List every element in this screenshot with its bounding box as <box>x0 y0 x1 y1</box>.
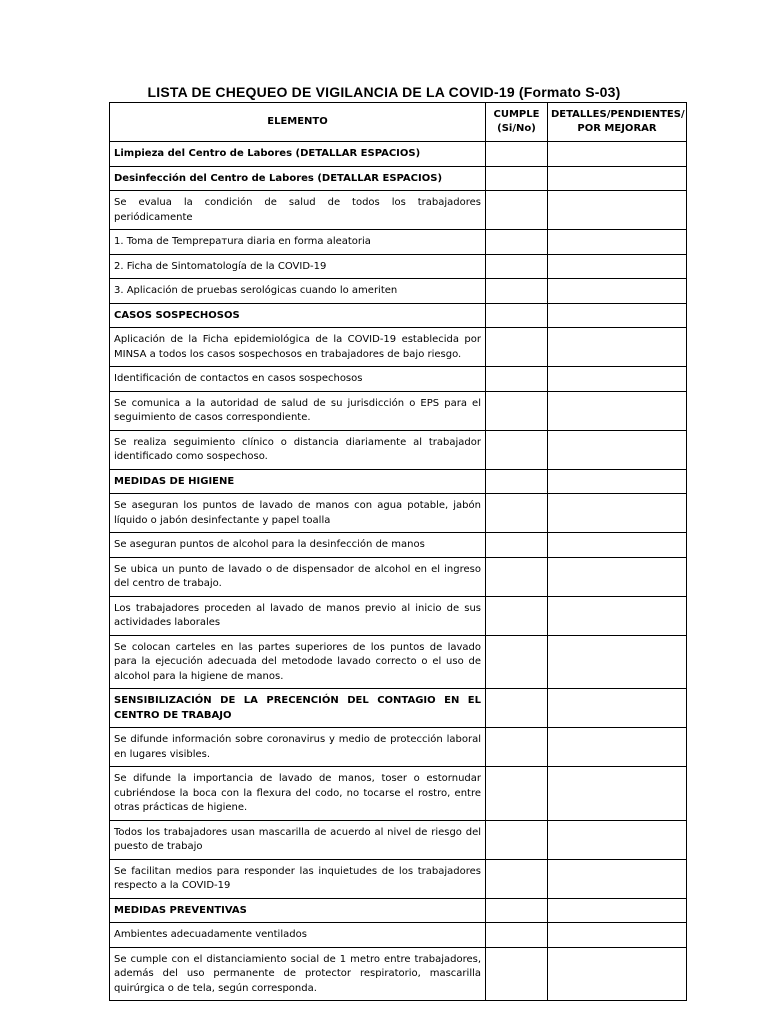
table-row <box>110 820 687 859</box>
section-heading: Limpieza del Centro de Labores (DETALLAR ESPACIOS) <box>110 142 486 167</box>
table-row <box>110 430 687 469</box>
table-row <box>110 254 687 279</box>
section-heading: MEDIDAS DE HIGIENE <box>110 469 486 494</box>
section-heading: Desinfección del Centro de Labores (DETALLAR ESPACIOS) <box>110 166 486 191</box>
detalles-cell[interactable] <box>548 635 687 689</box>
detalles-cell[interactable] <box>548 391 687 430</box>
table-row <box>110 230 687 255</box>
cumple-cell[interactable] <box>486 191 548 230</box>
table-row <box>110 923 687 948</box>
checklist-item: Se difunde información sobre coronavirus y medio de protección laboral en lugares visibles. <box>110 728 486 767</box>
cumple-cell[interactable] <box>486 469 548 494</box>
header-row <box>110 103 687 142</box>
cumple-cell[interactable] <box>486 391 548 430</box>
checklist-item: Los trabajadores proceden al lavado de manos previo al inicio de sus actividades laborales <box>110 596 486 635</box>
cumple-cell[interactable] <box>486 859 548 898</box>
cumple-cell[interactable] <box>486 533 548 558</box>
checklist-table <box>109 102 687 1001</box>
checklist-sheet <box>109 102 686 994</box>
detalles-cell[interactable] <box>548 142 687 167</box>
detalles-cell[interactable] <box>548 430 687 469</box>
cumple-cell[interactable] <box>486 430 548 469</box>
checklist-item: Se colocan carteles en las partes superiores de los puntos de lavado para la ejecución adecuada del metodode lavado correcto o el uso de alcohol para la higiene de manos. <box>110 635 486 689</box>
section-heading: SENSIBILIZACIÓN DE LA PRECENCIÓN DEL CONTAGIO EN EL CENTRO DE TRABAJO <box>110 689 486 728</box>
table-row <box>110 557 687 596</box>
table-row <box>110 596 687 635</box>
checklist-item: Aplicación de la Ficha epidemiológica de la COVID-19 establecida por MINSA a todos los casos sospechosos en trabajadores de bajo riesgo. <box>110 328 486 367</box>
checklist-item: Se difunde la importancia de lavado de manos, toser o estornudar cubriéndose la boca con la flexura del codo, no tocarse el rostro, entre otras prácticas de higiene. <box>110 767 486 821</box>
cumple-cell[interactable] <box>486 303 548 328</box>
detalles-cell[interactable] <box>548 279 687 304</box>
cumple-cell[interactable] <box>486 767 548 821</box>
checklist-item: Se aseguran los puntos de lavado de manos con agua potable, jabón líquido o jabón desinfectante y papel toalla <box>110 494 486 533</box>
section-heading: MEDIDAS PREVENTIVAS <box>110 898 486 923</box>
table-row <box>110 328 687 367</box>
cumple-cell[interactable] <box>486 635 548 689</box>
cumple-cell[interactable] <box>486 689 548 728</box>
table-row <box>110 767 687 821</box>
cumple-cell[interactable] <box>486 142 548 167</box>
cumple-cell[interactable] <box>486 898 548 923</box>
detalles-cell[interactable] <box>548 494 687 533</box>
detalles-cell[interactable] <box>548 767 687 821</box>
checklist-body <box>110 142 687 1001</box>
table-row <box>110 391 687 430</box>
header-detalles: DETALLES/PENDIENTES/ POR MEJORAR <box>548 103 687 142</box>
cumple-cell[interactable] <box>486 596 548 635</box>
table-row <box>110 279 687 304</box>
checklist-item: Todos los trabajadores usan mascarilla de acuerdo al nivel de riesgo del puesto de trabajo <box>110 820 486 859</box>
detalles-cell[interactable] <box>548 328 687 367</box>
cumple-cell[interactable] <box>486 820 548 859</box>
table-row <box>110 303 687 328</box>
table-row <box>110 859 687 898</box>
table-row <box>110 494 687 533</box>
cumple-cell[interactable] <box>486 494 548 533</box>
detalles-cell[interactable] <box>548 728 687 767</box>
header-cumple: CUMPLE (Si/No) <box>486 103 548 142</box>
header-elemento: ELEMENTO <box>110 103 486 142</box>
checklist-item: Se comunica a la autoridad de salud de su jurisdicción o EPS para el seguimiento de casos correspondiente. <box>110 391 486 430</box>
detalles-cell[interactable] <box>548 557 687 596</box>
detalles-cell[interactable] <box>548 230 687 255</box>
detalles-cell[interactable] <box>548 820 687 859</box>
checklist-item: Se realiza seguimiento clínico o distancia diariamente al trabajador identificado como sospechoso. <box>110 430 486 469</box>
table-row <box>110 191 687 230</box>
cumple-cell[interactable] <box>486 230 548 255</box>
cumple-cell[interactable] <box>486 279 548 304</box>
checklist-item: Identificación de contactos en casos sospechosos <box>110 367 486 392</box>
detalles-cell[interactable] <box>548 303 687 328</box>
table-row <box>110 689 687 728</box>
table-row <box>110 142 687 167</box>
cumple-cell[interactable] <box>486 557 548 596</box>
checklist-item: 2. Ficha de Sintomatología de la COVID-19 <box>110 254 486 279</box>
checklist-item: Se facilitan medios para responder las inquietudes de los trabajadores respecto a la COVID-19 <box>110 859 486 898</box>
table-row <box>110 166 687 191</box>
table-row <box>110 533 687 558</box>
detalles-cell[interactable] <box>548 533 687 558</box>
cumple-cell[interactable] <box>486 923 548 948</box>
table-row <box>110 728 687 767</box>
page-title: LISTA DE CHEQUEO DE VIGILANCIA DE LA COVID-19 (Formato S-03) <box>147 84 621 100</box>
checklist-item: Se evalua la condición de salud de todos los trabajadores periódicamente <box>110 191 486 230</box>
detalles-cell[interactable] <box>548 596 687 635</box>
detalles-cell[interactable] <box>548 254 687 279</box>
cumple-cell[interactable] <box>486 254 548 279</box>
cumple-cell[interactable] <box>486 947 548 1001</box>
table-row <box>110 469 687 494</box>
checklist-item: Se cumple con el distanciamiento social de 1 metro entre trabajadores, además del uso permanente de protector respiratorio, mascarilla quirúrgica o de tela, según corresponda. <box>110 947 486 1001</box>
checklist-item: Se ubica un punto de lavado o de dispensador de alcohol en el ingreso del centro de trabajo. <box>110 557 486 596</box>
detalles-cell[interactable] <box>548 898 687 923</box>
cumple-cell[interactable] <box>486 367 548 392</box>
detalles-cell[interactable] <box>548 191 687 230</box>
table-row <box>110 898 687 923</box>
checklist-item: 3. Aplicación de pruebas serológicas cuando lo ameriten <box>110 279 486 304</box>
detalles-cell[interactable] <box>548 469 687 494</box>
section-heading: CASOS SOSPECHOSOS <box>110 303 486 328</box>
detalles-cell[interactable] <box>548 859 687 898</box>
detalles-cell[interactable] <box>548 947 687 1001</box>
cumple-cell[interactable] <box>486 328 548 367</box>
checklist-item: Se aseguran puntos de alcohol para la desinfección de manos <box>110 533 486 558</box>
cumple-cell[interactable] <box>486 728 548 767</box>
table-row <box>110 367 687 392</box>
detalles-cell[interactable] <box>548 367 687 392</box>
checklist-item: Ambientes adecuadamente ventilados <box>110 923 486 948</box>
table-row <box>110 947 687 1001</box>
detalles-cell[interactable] <box>548 689 687 728</box>
detalles-cell[interactable] <box>548 166 687 191</box>
cumple-cell[interactable] <box>486 166 548 191</box>
checklist-item: 1. Toma de Temprератura diaria en forma aleatoria <box>110 230 486 255</box>
detalles-cell[interactable] <box>548 923 687 948</box>
table-row <box>110 635 687 689</box>
